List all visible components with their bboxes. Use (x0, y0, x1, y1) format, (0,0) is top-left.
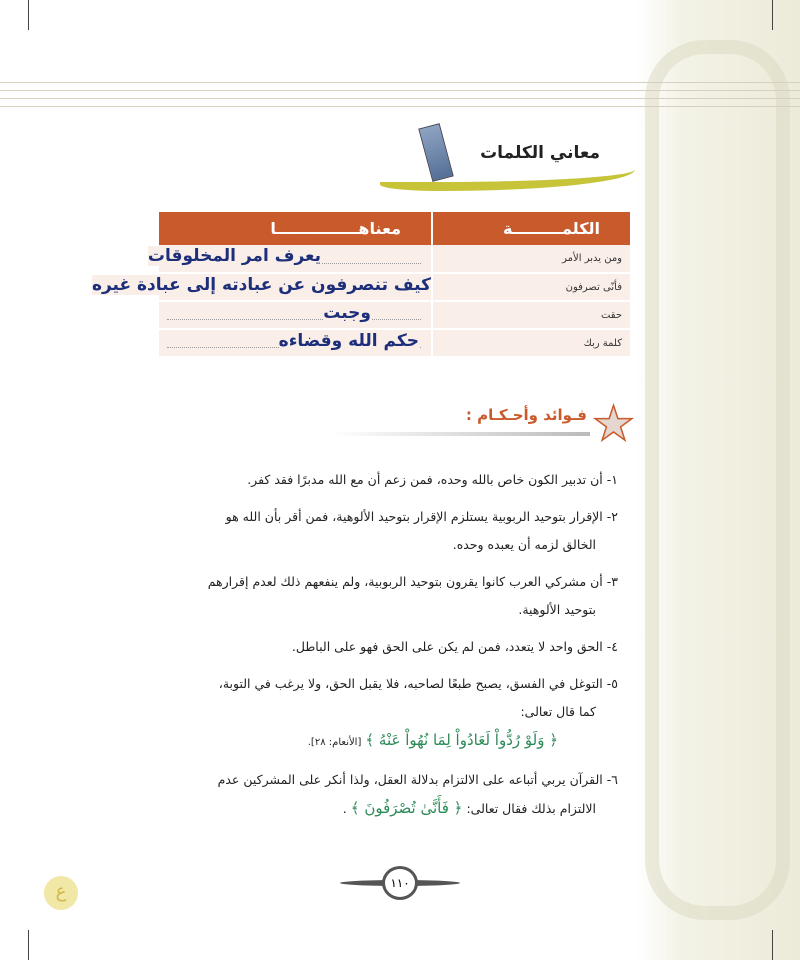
item-text: الحق واحد لا يتعدد، فمن لم يكن على الحق فهو على الباطل. (291, 639, 603, 654)
divider (0, 106, 800, 107)
list-item (158, 766, 618, 823)
table-header (158, 212, 630, 245)
benefits-title: فـوائد وأحـكـام : (465, 406, 587, 424)
section-header (380, 125, 635, 195)
meaning-cell (158, 301, 432, 329)
crop-mark (28, 930, 29, 960)
table-row (158, 301, 630, 329)
header-underline (330, 432, 590, 436)
item-text: أن مشركي العرب كانوا يقرون بتوحيد الربوبية، ولم ينفعهم ذلك لعدم إقرارهم (207, 574, 603, 589)
item-text-continued: الخالق لزمه أن يعبده وحده. (452, 537, 596, 552)
divider (0, 90, 800, 91)
decorative-border (635, 0, 800, 960)
verse-reference: [الأنعام: ٢٨]. (307, 737, 362, 748)
item-text-continued: الالتزام بذلك فقال تعالى: (466, 801, 596, 816)
item-number: ٤- (606, 639, 618, 654)
table-row (158, 329, 630, 357)
word-cell: ومن يدبر الأمر (432, 245, 630, 273)
divider (0, 98, 800, 99)
list-item (158, 466, 618, 494)
word-cell: كلمة ربك (432, 329, 630, 357)
page-title: معاني الكلمات (480, 143, 600, 163)
item-number: ٢- (606, 509, 618, 524)
list-item (158, 633, 618, 661)
quran-verse: ﴿ وَلَوْ رُدُّواْ لَعَادُواْ لِمَا نُهُواْ عَنْهُ ﴾ (365, 731, 558, 749)
table-row (158, 273, 630, 301)
list-item (158, 670, 618, 757)
divider (0, 82, 800, 83)
word-cell: حقت (432, 301, 630, 329)
item-text: أن تدبير الكون خاص بالله وحده، فمن زعم أن مع الله مدبرًا فقد كفر. (247, 472, 603, 487)
vocabulary-table (91, 212, 630, 358)
item-number: ٣- (606, 574, 618, 589)
crop-mark (772, 930, 773, 960)
benefits-header (460, 396, 635, 452)
item-number: ١- (606, 472, 618, 487)
column-header-word: الكلمـــــــــة (432, 212, 630, 245)
meaning-cell (147, 245, 432, 273)
star-icon: ★ (591, 396, 635, 452)
page-number-ornament (340, 866, 460, 900)
item-number: ٥- (606, 676, 618, 691)
column-header-meaning: معناهـــــــــــــــا (158, 212, 432, 245)
benefits-list (158, 466, 618, 832)
meaning-cell (158, 329, 432, 357)
item-text: القرآن يربي أتباعه على الالتزام بدلالة العقل، ولذا أنكر على المشركين عدم (217, 772, 603, 787)
item-number: ٦- (606, 772, 618, 787)
table-row (158, 245, 630, 273)
word-cell: فأنّى تصرفون (432, 273, 630, 301)
verse-reference: . (342, 801, 347, 816)
list-item (158, 568, 618, 624)
publisher-logo-icon: ع (44, 876, 78, 910)
meaning-cell (91, 273, 432, 301)
handwritten-answer: يعرف امر المخلوقات (147, 246, 321, 266)
item-text: التوغل في الفسق، يصبح طبعًا لصاحبه، فلا يقبل الحق، ولا يرغب في التوبة، (218, 676, 603, 691)
swoosh-decoration (380, 163, 635, 191)
item-text-continued: كما قال تعالى: (520, 704, 596, 719)
crop-mark (772, 0, 773, 30)
handwritten-answer: وجبت (323, 303, 371, 323)
handwritten-answer: كيف تنصرفون عن عبادته إلى عبادة غيره (91, 275, 431, 295)
list-item (158, 503, 618, 559)
handwritten-answer: حكم الله وقضاءه (278, 331, 419, 351)
crop-mark (28, 0, 29, 30)
item-text-continued: بتوحيد الألوهية. (518, 602, 596, 617)
page-number: ١١٠ (382, 866, 418, 900)
quran-verse: ﴿ فَأَنَّىٰ تُصْرَفُونَ ﴾ (350, 799, 463, 817)
item-text: الإقرار بتوحيد الربوبية يستلزم الإقرار بتوحيد الألوهية، فمن أقر بأن الله هو (225, 509, 603, 524)
